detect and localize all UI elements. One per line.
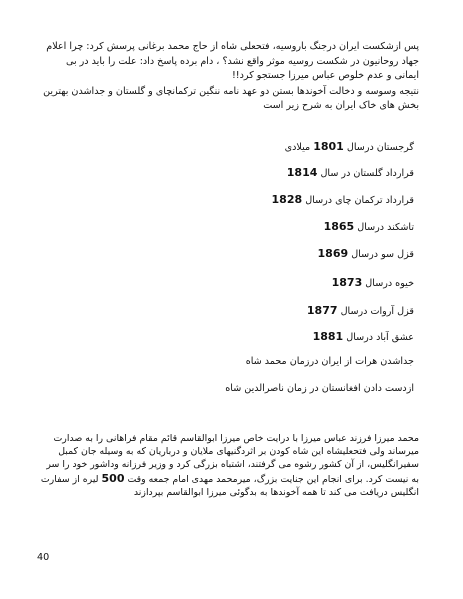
list-item	[307, 304, 414, 317]
list-item	[285, 140, 414, 153]
list-item	[313, 330, 414, 343]
item-year: 1881	[312, 330, 344, 343]
item-text: خیوه درسال	[362, 278, 414, 289]
list-item	[324, 220, 414, 233]
item-text: عشق آباد درسال	[343, 332, 414, 343]
item-year: 1869	[317, 247, 349, 260]
closing-amount: 500	[101, 471, 125, 485]
closing-text-part-2: لیره از سفارت انگلیس دریافت می کند تا همه آخوندها به بدگوئی میرزا ابوالقاسم بپردازند	[40, 473, 419, 498]
item-year: 1877	[306, 304, 338, 317]
item-text: ازدست دادن افغانستان در زمان ناصرالدین شاه	[225, 383, 414, 394]
list-item	[318, 247, 414, 260]
closing-text-part-1: محمد میرزا فرزند عباس میرزا با درایت خاص میرزا ابوالقاسم قائم مقام فراهانی را به صدارت میرساند ولی فتحعلیشاه این شاه کودن بر اثردگنیهای ملایان و درباریان که به وسیله جان کمبل سفیرانگلیس، از آن کشور رشوه می گرفتند، اشتباه بزرگی کرد و وزیر فرزانه وداشور خود را سر به نیست کرد. برای انجام این جنایت بزرگ، میرمحمد مهدی امام جمعه وقت	[46, 433, 419, 485]
item-text: جداشدن هرات از ایران درزمان محمد شاه	[245, 356, 414, 367]
item-year: 1873	[331, 276, 363, 289]
item-text: گرجستان درسال	[343, 142, 414, 153]
item-year: 1828	[271, 193, 303, 206]
item-suffix: میلادی	[284, 142, 314, 153]
intro-section	[39, 40, 419, 114]
list-item	[225, 383, 414, 394]
item-text: قرارداد گلستان در سال	[317, 168, 414, 179]
page-number: 40	[37, 552, 50, 563]
item-text: قرارداد ترکمان چای درسال	[302, 195, 414, 206]
list-item	[332, 276, 414, 289]
item-year: 1814	[286, 166, 318, 179]
closing-paragraph	[39, 432, 419, 499]
item-text: قزل آروات درسال	[337, 306, 414, 317]
item-text: تاشکند درسال	[354, 222, 414, 233]
list-item	[287, 166, 414, 179]
list-item	[246, 356, 414, 367]
intro-paragraph-2: نتیجه وسوسه و دخالت آخوندها بستن دو عهد نامه ننگین ترکمانچای و گلستان و جداشدن بهترین بخش های خاک ایران به شرح زیر است	[43, 85, 419, 111]
item-text: قزل سو درسال	[348, 249, 414, 260]
intro-paragraph-1: پس ازشکست ایران درجنگ باروسیه، فتحعلی شاه از حاج محمد برغانی پرسش کرد: چرا اعلام جهاد روحانیون در شکست روسیه موثر واقع نشد؟ ، دام برده پاسخ داد: علت را باید در بی ایمانی و عدم خلوص عباس میرزا جستجو کرد!!	[46, 41, 419, 81]
list-item	[272, 193, 414, 206]
item-year: 1865	[323, 220, 355, 233]
item-year: 1801	[313, 140, 344, 153]
